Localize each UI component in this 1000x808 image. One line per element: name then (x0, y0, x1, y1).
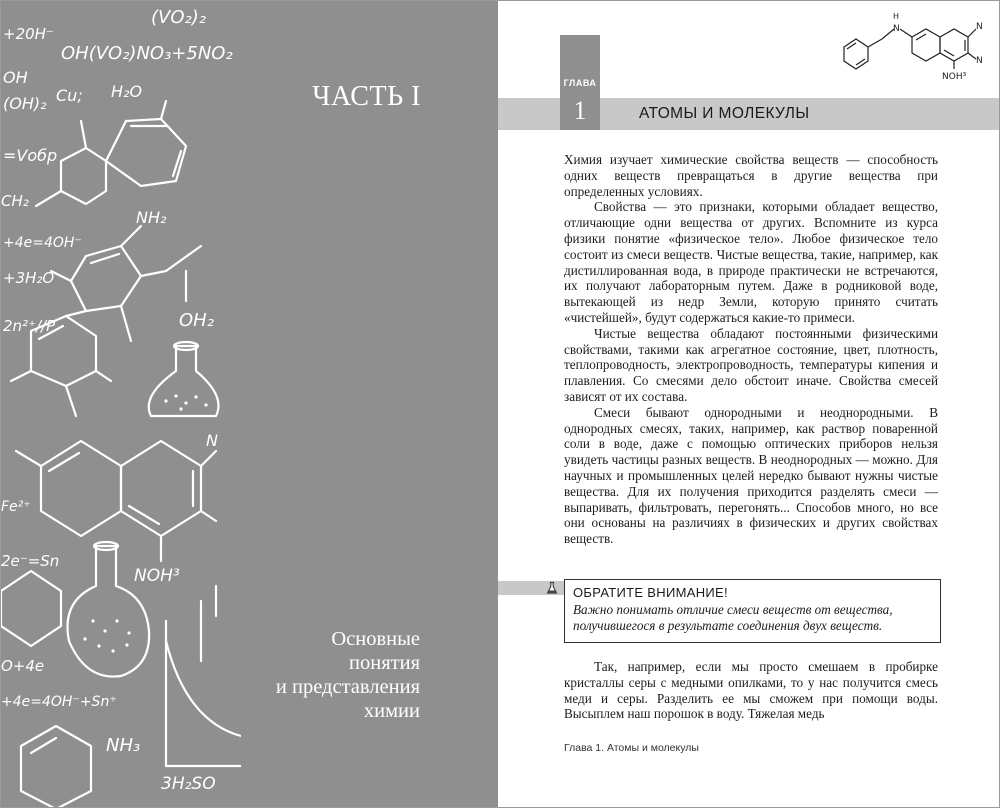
doodle-formula: (OH)₂ (3, 94, 47, 113)
doodle-formula: OH (3, 68, 28, 87)
doodle-formula: +3H₂O (3, 269, 55, 287)
part-subtitle-line: понятия (349, 652, 420, 674)
paragraph: Чистые вещества обладают постоянными физическими свойствами, такими как агрегатное состояние, цвет, плотность, теплопроводность, электропроводность, температуры кипения и плавления. Со смесями дело обстоит иначе. Свойства смесей зависят от их состава. (564, 325, 938, 404)
doodle-formula: Cu; (56, 86, 83, 105)
doodle-formula: =Vобр (3, 146, 58, 165)
attention-note (564, 579, 941, 643)
doodle-formula: NH₃ (106, 735, 141, 756)
part-title: ЧАСТЬ I (312, 81, 421, 112)
part-subtitle-line: химии (363, 700, 420, 722)
doodle-formula: 2e⁻=Sn (1, 552, 60, 570)
chapter-body-continued (564, 659, 938, 722)
part-subtitle-line: и представления (275, 676, 420, 698)
doodle-formula: CH₂ (1, 192, 29, 210)
doodle-formula: H₂O (111, 82, 143, 101)
doodle-formula: OH(VO₂)NO₃+5NO₂ (61, 43, 233, 64)
chapter-number: 1 (573, 96, 587, 125)
note-line: Важно понимать отличие смеси веществ от вещества, (573, 602, 893, 617)
chapter-body (564, 152, 938, 547)
doodle-formula: 2n²⁺//P (3, 317, 56, 335)
note-body (573, 602, 934, 634)
chapter-label: ГЛАВА (563, 78, 597, 88)
note-line: получившегося в результате соединения двух веществ. (573, 617, 883, 633)
chemistry-doodles-illustration (1, 1, 241, 808)
doodle-formula: OH₂ (179, 310, 214, 331)
doodle-formula: Fe²⁺ (1, 499, 31, 515)
doodle-formula: +4e=4OH⁻+Sn⁺ (1, 694, 117, 710)
doodle-formula: N (206, 431, 218, 450)
flask-icon (545, 581, 559, 595)
doodle-formula: 3H₂SO (161, 774, 216, 794)
part-subtitle (276, 627, 420, 723)
note-title: ОБРАТИТЕ ВНИМАНИЕ! (573, 585, 728, 600)
molecule-label: H (893, 12, 900, 21)
paragraph: Свойства — это признаки, которыми обладает вещество, отличающие одни вещества от других. Вспомните из курса физики понятие «физическое тело». Любое физическое тело состоит из смеси веществ. Чистые вещества, такие, например, как дистиллированная вода, в природе практически не встречаются, их получают лабораторным путем. Даже в родниковой воде, вытекающей из недр Земли, которую принято считать «чистейшей», будут содержаться какие-то примеси. (564, 199, 938, 325)
paragraph: Смеси бывают однородными и неоднородными. В однородных смесях, таких, например, как раствор поваренной соли в воде, даже с помощью оптических приборов нельзя увидеть частицы разных веществ. В неоднородных — можно. Для научных и промышленных целей нередко бывают нужны чистые вещества. Для их получения приходится разделять смеси — выпаривать, фильтровать, перегонять... Способов много, но все они основаны на различиях в физических и других свойствах веществ. (564, 404, 938, 547)
paragraph: Так, например, если мы просто смешаем в пробирке кристаллы серы с медными опилками, то у нас получится смесь меди и серы. Разделить ее мы сможем при помощи воды. Высыплем наш порошок в воду. Тяжелая медь (564, 659, 938, 722)
doodle-formula: (VO₂)₂ (151, 7, 206, 28)
left-page (1, 1, 498, 808)
right-page (498, 1, 1000, 808)
running-footer: Глава 1. Атомы и молекулы (564, 742, 699, 754)
molecule-label: N (976, 56, 983, 66)
doodle-formula: NH₂ (136, 208, 167, 227)
doodle-formula: O+4e (1, 657, 45, 675)
molecule-label: N (893, 24, 900, 34)
molecule-structure-icon (834, 9, 1000, 85)
molecule-label: N (976, 22, 983, 32)
paragraph: Химия изучает химические свойства веществ — способность одних веществ превращаться в другие вещества при определенных условиях. (564, 152, 938, 199)
doodle-formula: +20H⁻ (3, 25, 54, 43)
chapter-number-block (560, 35, 600, 130)
doodle-formula: +4e=4OH⁻ (3, 235, 82, 251)
part-subtitle-line: Основные (331, 628, 420, 650)
chapter-title: АТОМЫ И МОЛЕКУЛЫ (639, 105, 810, 122)
doodle-formula: NOH³ (134, 566, 180, 586)
molecule-label: NOH³ (942, 72, 967, 82)
